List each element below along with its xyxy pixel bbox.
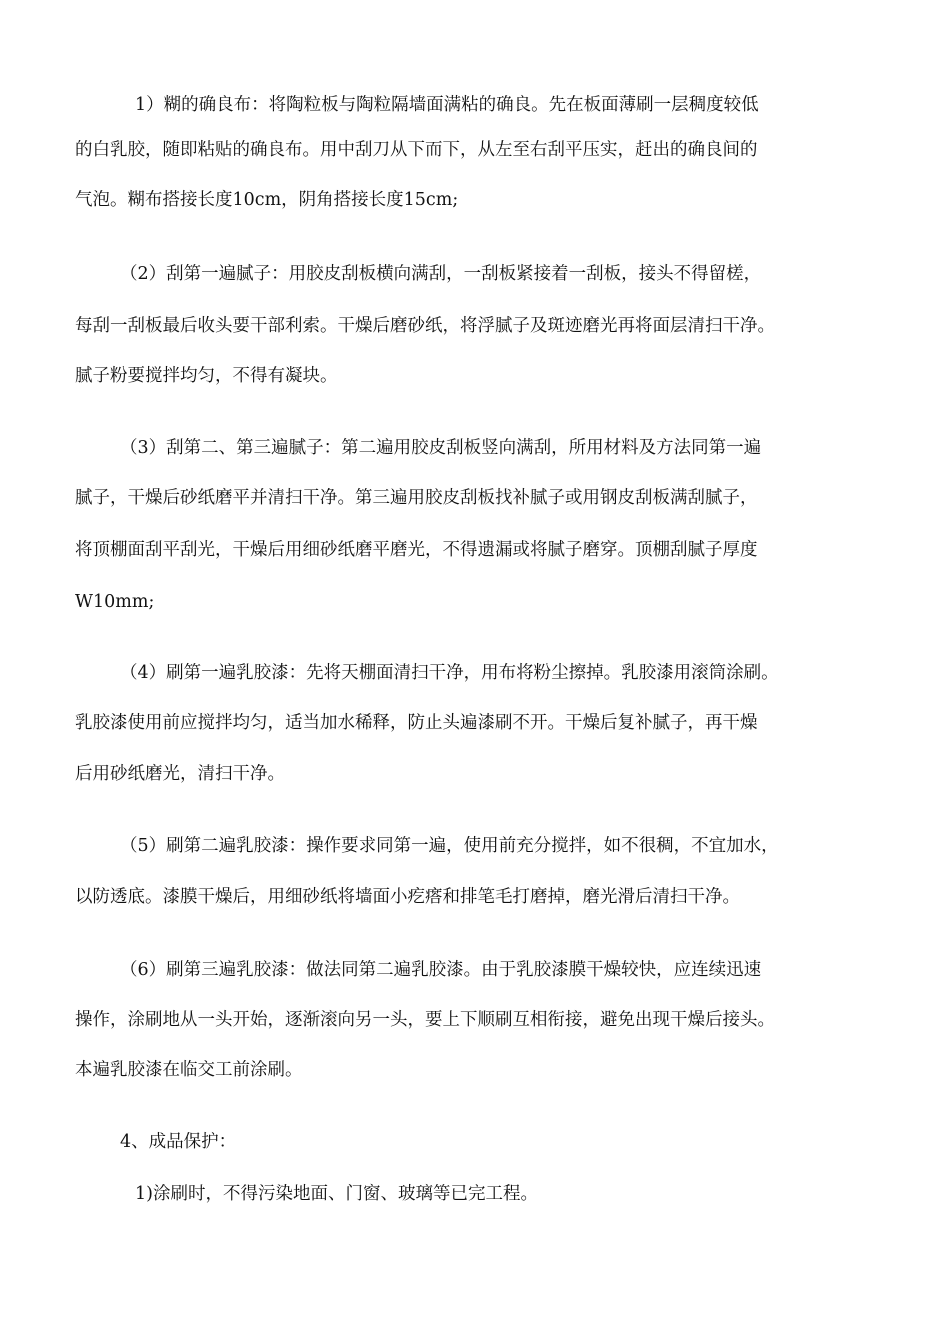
- paragraph-4-line-3: 后用砂纸磨光，清扫干净。: [75, 764, 285, 784]
- paragraph-5-line-2: 以防透底。漆膜干燥后，用细砂纸将墙面小疙瘩和排笔毛打磨掉，磨光滑后清扫干净。: [75, 887, 740, 907]
- paragraph-6-line-3: 本遍乳胶漆在临交工前涂刷。: [75, 1060, 303, 1080]
- section-heading-product-protection: 4、成品保护：: [120, 1132, 237, 1152]
- paragraph-3-line-4: W10mm;: [75, 592, 155, 612]
- protection-item-1: 1)涂刷时，不得污染地面、门窗、玻璃等已完工程。: [135, 1184, 538, 1204]
- paragraph-1-line-1: 1）糊的确良布：将陶粒板与陶粒隔墙面满粘的确良。先在板面薄刷一层稠度较低: [135, 95, 759, 115]
- paragraph-3-line-1: （3）刮第二、第三遍腻子：第二遍用胶皮刮板竖向满刮，所用材料及方法同第一遍: [120, 438, 762, 458]
- paragraph-6-line-2: 操作，涂刷地从一头开始，逐渐滚向另一头，要上下顺刷互相衔接，避免出现干燥后接头。: [75, 1010, 775, 1030]
- paragraph-1-line-3: 气泡。糊布搭接长度10cm，阴角搭接长度15cm;: [75, 190, 459, 210]
- paragraph-3-line-3: 将顶棚面刮平刮光，干燥后用细砂纸磨平磨光，不得遗漏或将腻子磨穿。顶棚刮腻子厚度: [75, 540, 758, 560]
- paragraph-1-line-2: 的白乳胶，随即粘贴的确良布。用中刮刀从下而下，从左至右刮平压实，赶出的确良间的: [75, 140, 758, 160]
- paragraph-6-line-1: （6）刷第三遍乳胶漆：做法同第二遍乳胶漆。由于乳胶漆膜干燥较快，应连续迅速: [120, 960, 762, 980]
- paragraph-5-line-1: （5）刷第二遍乳胶漆：操作要求同第一遍，使用前充分搅拌，如不很稠，不宜加水，: [120, 836, 779, 856]
- paragraph-2-line-3: 腻子粉要搅拌均匀，不得有凝块。: [75, 366, 338, 386]
- paragraph-2-line-1: （2）刮第一遍腻子：用胶皮刮板横向满刮，一刮板紧接着一刮板，接头不得留槎，: [120, 264, 762, 284]
- paragraph-4-line-2: 乳胶漆使用前应搅拌均匀，适当加水稀释，防止头遍漆刷不开。干燥后复补腻子，再干燥: [75, 713, 758, 733]
- paragraph-4-line-1: （4）刷第一遍乳胶漆：先将天棚面清扫干净，用布将粉尘擦掉。乳胶漆用滚筒涂刷。: [120, 663, 779, 683]
- paragraph-3-line-2: 腻子，干燥后砂纸磨平并清扫干净。第三遍用胶皮刮板找补腻子或用钢皮刮板满刮腻子，: [75, 488, 758, 508]
- paragraph-2-line-2: 每刮一刮板最后收头要干部利索。干燥后磨砂纸，将浮腻子及斑迹磨光再将面层清扫干净。: [75, 316, 775, 336]
